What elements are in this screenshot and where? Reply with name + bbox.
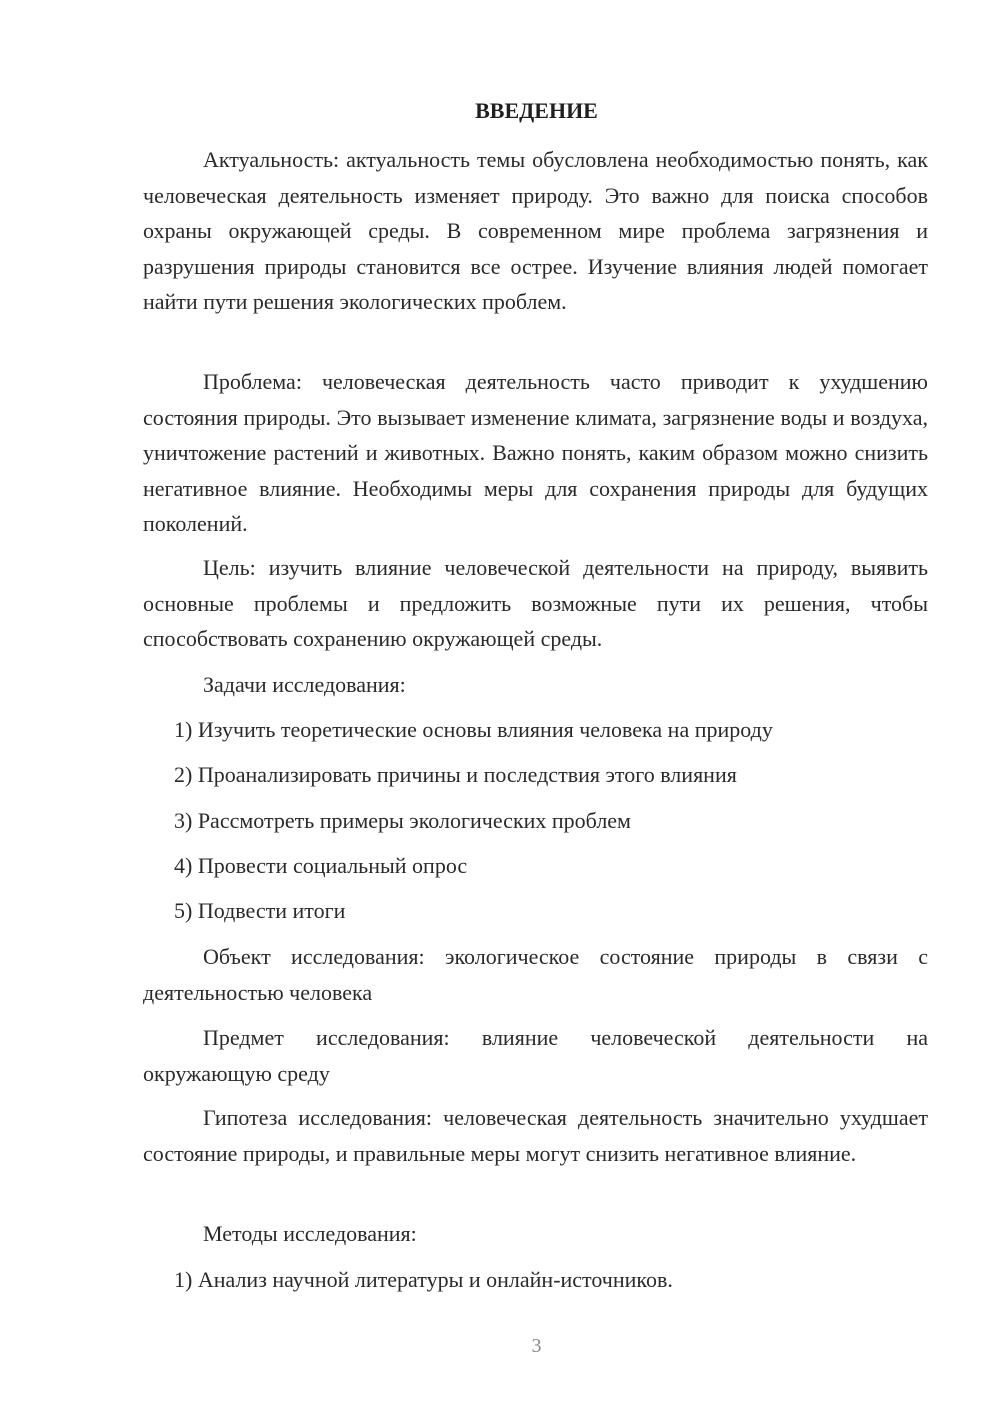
task-item: 3) Рассмотреть примеры экологических проблем [174, 808, 631, 833]
method-item: 1) Анализ научной литературы и онлайн-источников. [174, 1267, 673, 1292]
tasks-heading: Задачи исследования: [203, 672, 406, 697]
page-number: 3 [531, 1335, 542, 1357]
problem-paragraph: Проблема: человеческая деятельность часто приводит к ухудшению состояния природы. Это вызывает изменение климата, загрязнение воды и воздуха, уничтожение растений и животных. Важно понять, каким образом можно снизить негативное влияние. Необходимы меры для сохранения природы для будущих поколений. [143, 369, 928, 536]
goal-paragraph: Цель: изучить влияние человеческой деятельности на природу, выявить основные проблемы и предложить возможные пути их решения, чтобы способствовать сохранению окружающей среды. [143, 555, 928, 651]
task-item: 1) Изучить теоретические основы влияния человека на природу [174, 717, 773, 742]
task-item: 4) Провести социальный опрос [174, 853, 468, 878]
methods-heading: Методы исследования: [203, 1221, 417, 1246]
page-title: ВВЕДЕНИЕ [475, 98, 598, 123]
task-item: 2) Проанализировать причины и последствия этого влияния [174, 762, 737, 787]
object-paragraph: Объект исследования: экологическое состояние природы в связи с деятельностью человека [143, 944, 928, 1005]
relevance-paragraph: Актуальность: актуальность темы обусловлена необходимостью понять, как человеческая деятельность изменяет природу. Это важно для поиска способов охраны окружающей среды. В современном мире проблема загрязнения и разрушения природы становится все острее. Изучение влияния людей помогает найти пути решения экологических проблем. [143, 147, 928, 314]
subject-paragraph: Предмет исследования: влияние человеческой деятельности на окружающую среду [143, 1025, 928, 1086]
hypothesis-paragraph: Гипотеза исследования: человеческая деятельность значительно ухудшает состояние природы, и правильные меры могут снизить негативное влияние. [143, 1105, 928, 1166]
task-item: 5) Подвести итоги [174, 898, 346, 923]
